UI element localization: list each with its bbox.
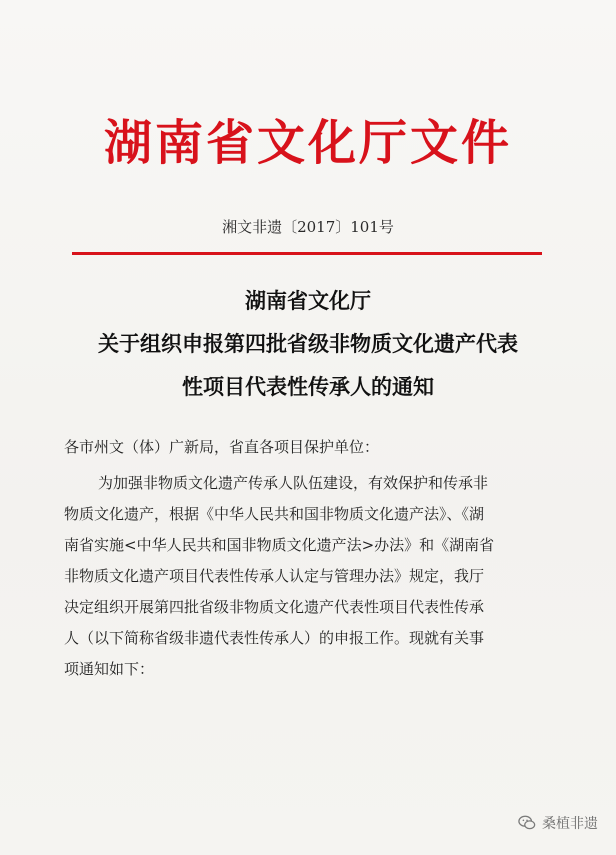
document-header-title: 湖南省文化厅文件: [103, 115, 512, 171]
body-line-3: 南省实施<中华人民共和国非物质文化遗产法>办法》和《湖南省: [64, 536, 495, 554]
body-line-2: 物质文化遗产，根据《中华人民共和国非物质文化遗产法》、《湖: [64, 505, 485, 523]
header-red-rule: [72, 252, 542, 255]
body-line-7: 项通知如下：: [64, 660, 155, 678]
salutation: 各市州文（体）广新局，省直各项目保护单位：: [64, 438, 380, 456]
body-line-1: 为加强非物质文化遗产传承人队伍建设，有效保护和传承非: [98, 474, 489, 492]
document-number: 湘文非遗〔2017〕101号: [222, 218, 394, 236]
notice-title-line-1: 湖南省文化厅: [245, 288, 371, 313]
body-line-4: 非物质文化遗产项目代表性传承人认定与管理办法》规定，我厅: [64, 567, 485, 585]
source-watermark: [518, 813, 598, 833]
notice-title-line-2: 关于组织申报第四批省级非物质文化遗产代表: [98, 331, 518, 356]
body-line-5: 决定组织开展第四批省级非物质文化遗产代表性项目代表性传承: [64, 598, 485, 616]
body-line-6: 人（以下简称省级非遗代表性传承人）的申报工作。现就有关事: [64, 629, 485, 647]
watermark-text: 桑植非遗: [542, 816, 598, 832]
wechat-icon: [518, 814, 536, 832]
notice-title-line-3: 性项目代表性传承人的通知: [182, 374, 434, 399]
